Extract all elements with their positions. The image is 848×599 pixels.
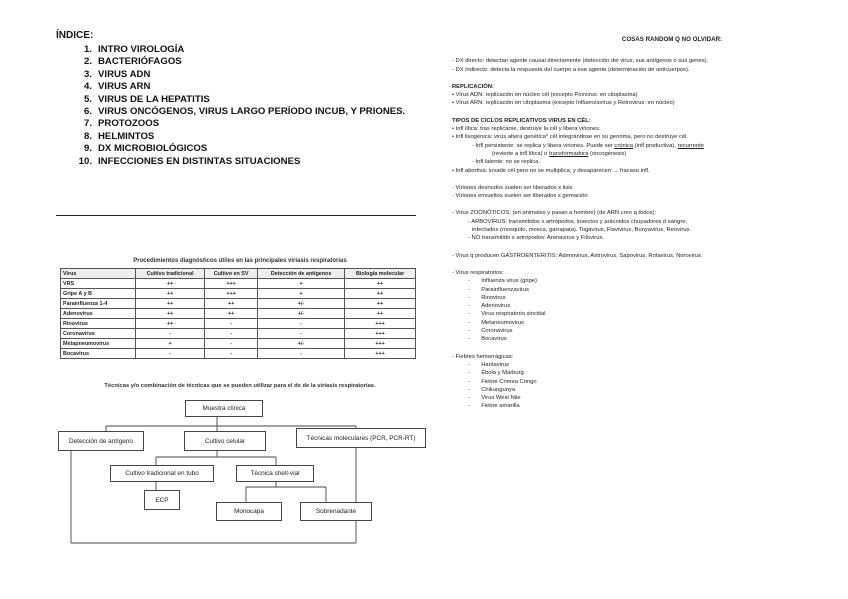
table-row: Rinovirus ++ - - +++ xyxy=(61,319,416,329)
note-line: • Infl lítica: tras replicarse, destruye la cél y libera viriones. xyxy=(452,126,601,133)
index-item: 4. VIRUS ARN xyxy=(83,81,151,93)
note-line: - ARBOVIRUS: transmitidos x artrópodos, insectos y arácnidos chupadores d sangre, xyxy=(468,218,688,225)
table-row: Parainfluenza 1-4 ++ ++ +/- ++ xyxy=(61,299,416,309)
index-item: 9. DX MICROBIOLÓGICOS xyxy=(83,143,208,155)
ecp-box: ECP xyxy=(144,490,180,510)
list-item: - Fiebre amarilla xyxy=(468,403,520,410)
table-row: Gripe A y B ++ +++ + ++ xyxy=(61,289,416,299)
flow-title: Técnicas y/o combinación de técnicas que se pueden utilizar para el dx de la viriasis respiratorias. xyxy=(104,383,376,389)
list-item: - Rinovirus xyxy=(468,294,506,301)
list-item: - Coronavirus xyxy=(468,328,513,335)
table-row: Coronavirus - - - +++ xyxy=(61,329,416,339)
cultivo-celular-box: Cultivo celular xyxy=(184,431,266,451)
note-line: • Infl abortiva: invade cél pero no se multiplica, y desaparecen → fracaso infl. xyxy=(452,167,650,174)
note-line: - Infl latente: no se replica. xyxy=(472,159,540,166)
diag-table xyxy=(60,268,416,359)
list-item: - Parainfluenzavirus xyxy=(468,286,529,293)
index-item: 6. VIRUS ONCÓGENOS, VIRUS LARGO PERÍODO INCUB, Y PRIONES. xyxy=(83,106,406,118)
list-item: - Bocavirus xyxy=(468,336,507,343)
list-item: - Influenza virus (gripe) xyxy=(468,278,537,285)
note-line: - NO transmitido x artrópodos: Arenavirus y Filovirus. xyxy=(468,235,604,242)
index-item: 1. INTRO VIROLOGÍA xyxy=(83,44,185,55)
sobrenadante-box: Sobrenadante xyxy=(300,502,372,521)
note-line: - DX indirecto: detecta la respuesta del cuerpo a ese agente (determinación de anticuerpos). xyxy=(452,66,690,73)
cultivo-tradicional-box: Cultivo tradicional en tubo xyxy=(110,465,214,482)
list-item: - Chikungunya xyxy=(468,386,516,393)
index-item: 2. BACTERIÓFAGOS xyxy=(83,56,182,68)
list-item: - Fiebre Crimea Congo xyxy=(468,378,537,385)
note-line: - Viriones desnudos suelen ser liberados x lisis xyxy=(452,184,573,191)
notes-title: COSAS RANDOM Q NO OLVIDAR: xyxy=(621,36,723,43)
list-item: - Virus respiratorio sincitial xyxy=(468,311,546,318)
replicacion-title: REPLICACIÓN: xyxy=(452,83,494,90)
fiebres-title: - Fiebres hemorrágicas: xyxy=(452,353,514,360)
note-line: (revierte a infl lítica) o transformadora (oncogénesis) xyxy=(492,150,627,157)
list-item: - Ébola y Marburg xyxy=(468,370,524,377)
note-line: • Virus ADN: replicación en núcleo cél (excepto Poxvirus: en citoplasma) xyxy=(452,92,638,99)
notes-section xyxy=(452,36,832,411)
table-row: Metapneumovirus + - +/- +++ xyxy=(61,339,416,349)
index-item: 7. PROTOZOOS xyxy=(83,118,160,130)
resp-title: - Virus respiratorios: xyxy=(452,269,504,276)
list-item: - Virus West Nile xyxy=(468,395,521,402)
index-list xyxy=(56,44,424,168)
muestra-clinica-box: Muestra clínica xyxy=(185,400,263,417)
note-line: - Viriones envueltos suelen ser liberados x gemación xyxy=(452,193,588,200)
index-section xyxy=(56,30,424,168)
section-divider xyxy=(56,215,416,216)
diag-table-title: Procedimientos diagnósticos útiles en las principales viriasis respiratorias xyxy=(133,258,347,264)
table-header-row: Virus Cultivo tradicional Cultivo en SV Detección de antígenos Biología molecular xyxy=(61,269,416,279)
list-item: - Metaneumovirus xyxy=(468,319,525,326)
table-row: VRS ++ +++ + ++ xyxy=(61,279,416,289)
note-line: • Infl lisogénica: virus altera genética* cél integrándose en su genoma, pero no destruye cél. xyxy=(452,134,688,141)
note-line: • Virus ARN: replicación en citoplasma (excepto Influenzavirus y Retrovirus: en núcleo) xyxy=(452,100,675,107)
deteccion-antigeno-box: Detección de antígeno xyxy=(58,431,144,451)
table-row: Bocavirus - - - +++ xyxy=(61,349,416,359)
index-item: 10. INFECCIONES EN DISTINTAS SITUACIONES xyxy=(78,155,301,167)
tecnicas-moleculares-box: Técnicas moleculares (PCR, PCR-RT) xyxy=(296,428,426,448)
note-line: - Infl persistente: se replica y libera viriones. Puede ser crónica (infl productiva), recurrente xyxy=(472,142,704,149)
note-line: - Virus ZOONÓTICOS: (en animales y pasan a hombre) (de ARN creo q todos): xyxy=(452,210,657,217)
note-line: - DX directo: detectan agente causal directamente (detección del virus, sus antígenos o sus genes). xyxy=(452,58,709,65)
index-item: 8. HELMINTOS xyxy=(83,130,155,142)
index-title: ÍNDICE: xyxy=(56,30,94,41)
index-item: 3. VIRUS ADN xyxy=(83,68,151,80)
note-line: - Virus q producen GASTROENTERITIS: Adenovirus, Astrovirus, Sapovirus, Rotavirus, Norovirus. xyxy=(452,252,703,259)
monocapa-box: Monocapa xyxy=(216,502,282,521)
list-item: - Hantavirus xyxy=(468,361,509,368)
table-row: Adenovirus ++ ++ +/- ++ xyxy=(61,309,416,319)
shell-vial-box: Técnica shell-vial xyxy=(236,465,314,482)
note-line: infectados (mosquito, mosca, garrapata). Togavirus, Flavivirus, Bunyavirus, Reovirus. xyxy=(472,227,691,234)
ciclos-title: TIPOS DE CICLOS REPLICATIVOS VIRUS EN CÉL: xyxy=(452,117,591,124)
list-item: - Adenovirus xyxy=(468,303,511,310)
index-item: 5. VIRUS DE LA HEPATITIS xyxy=(83,93,210,105)
